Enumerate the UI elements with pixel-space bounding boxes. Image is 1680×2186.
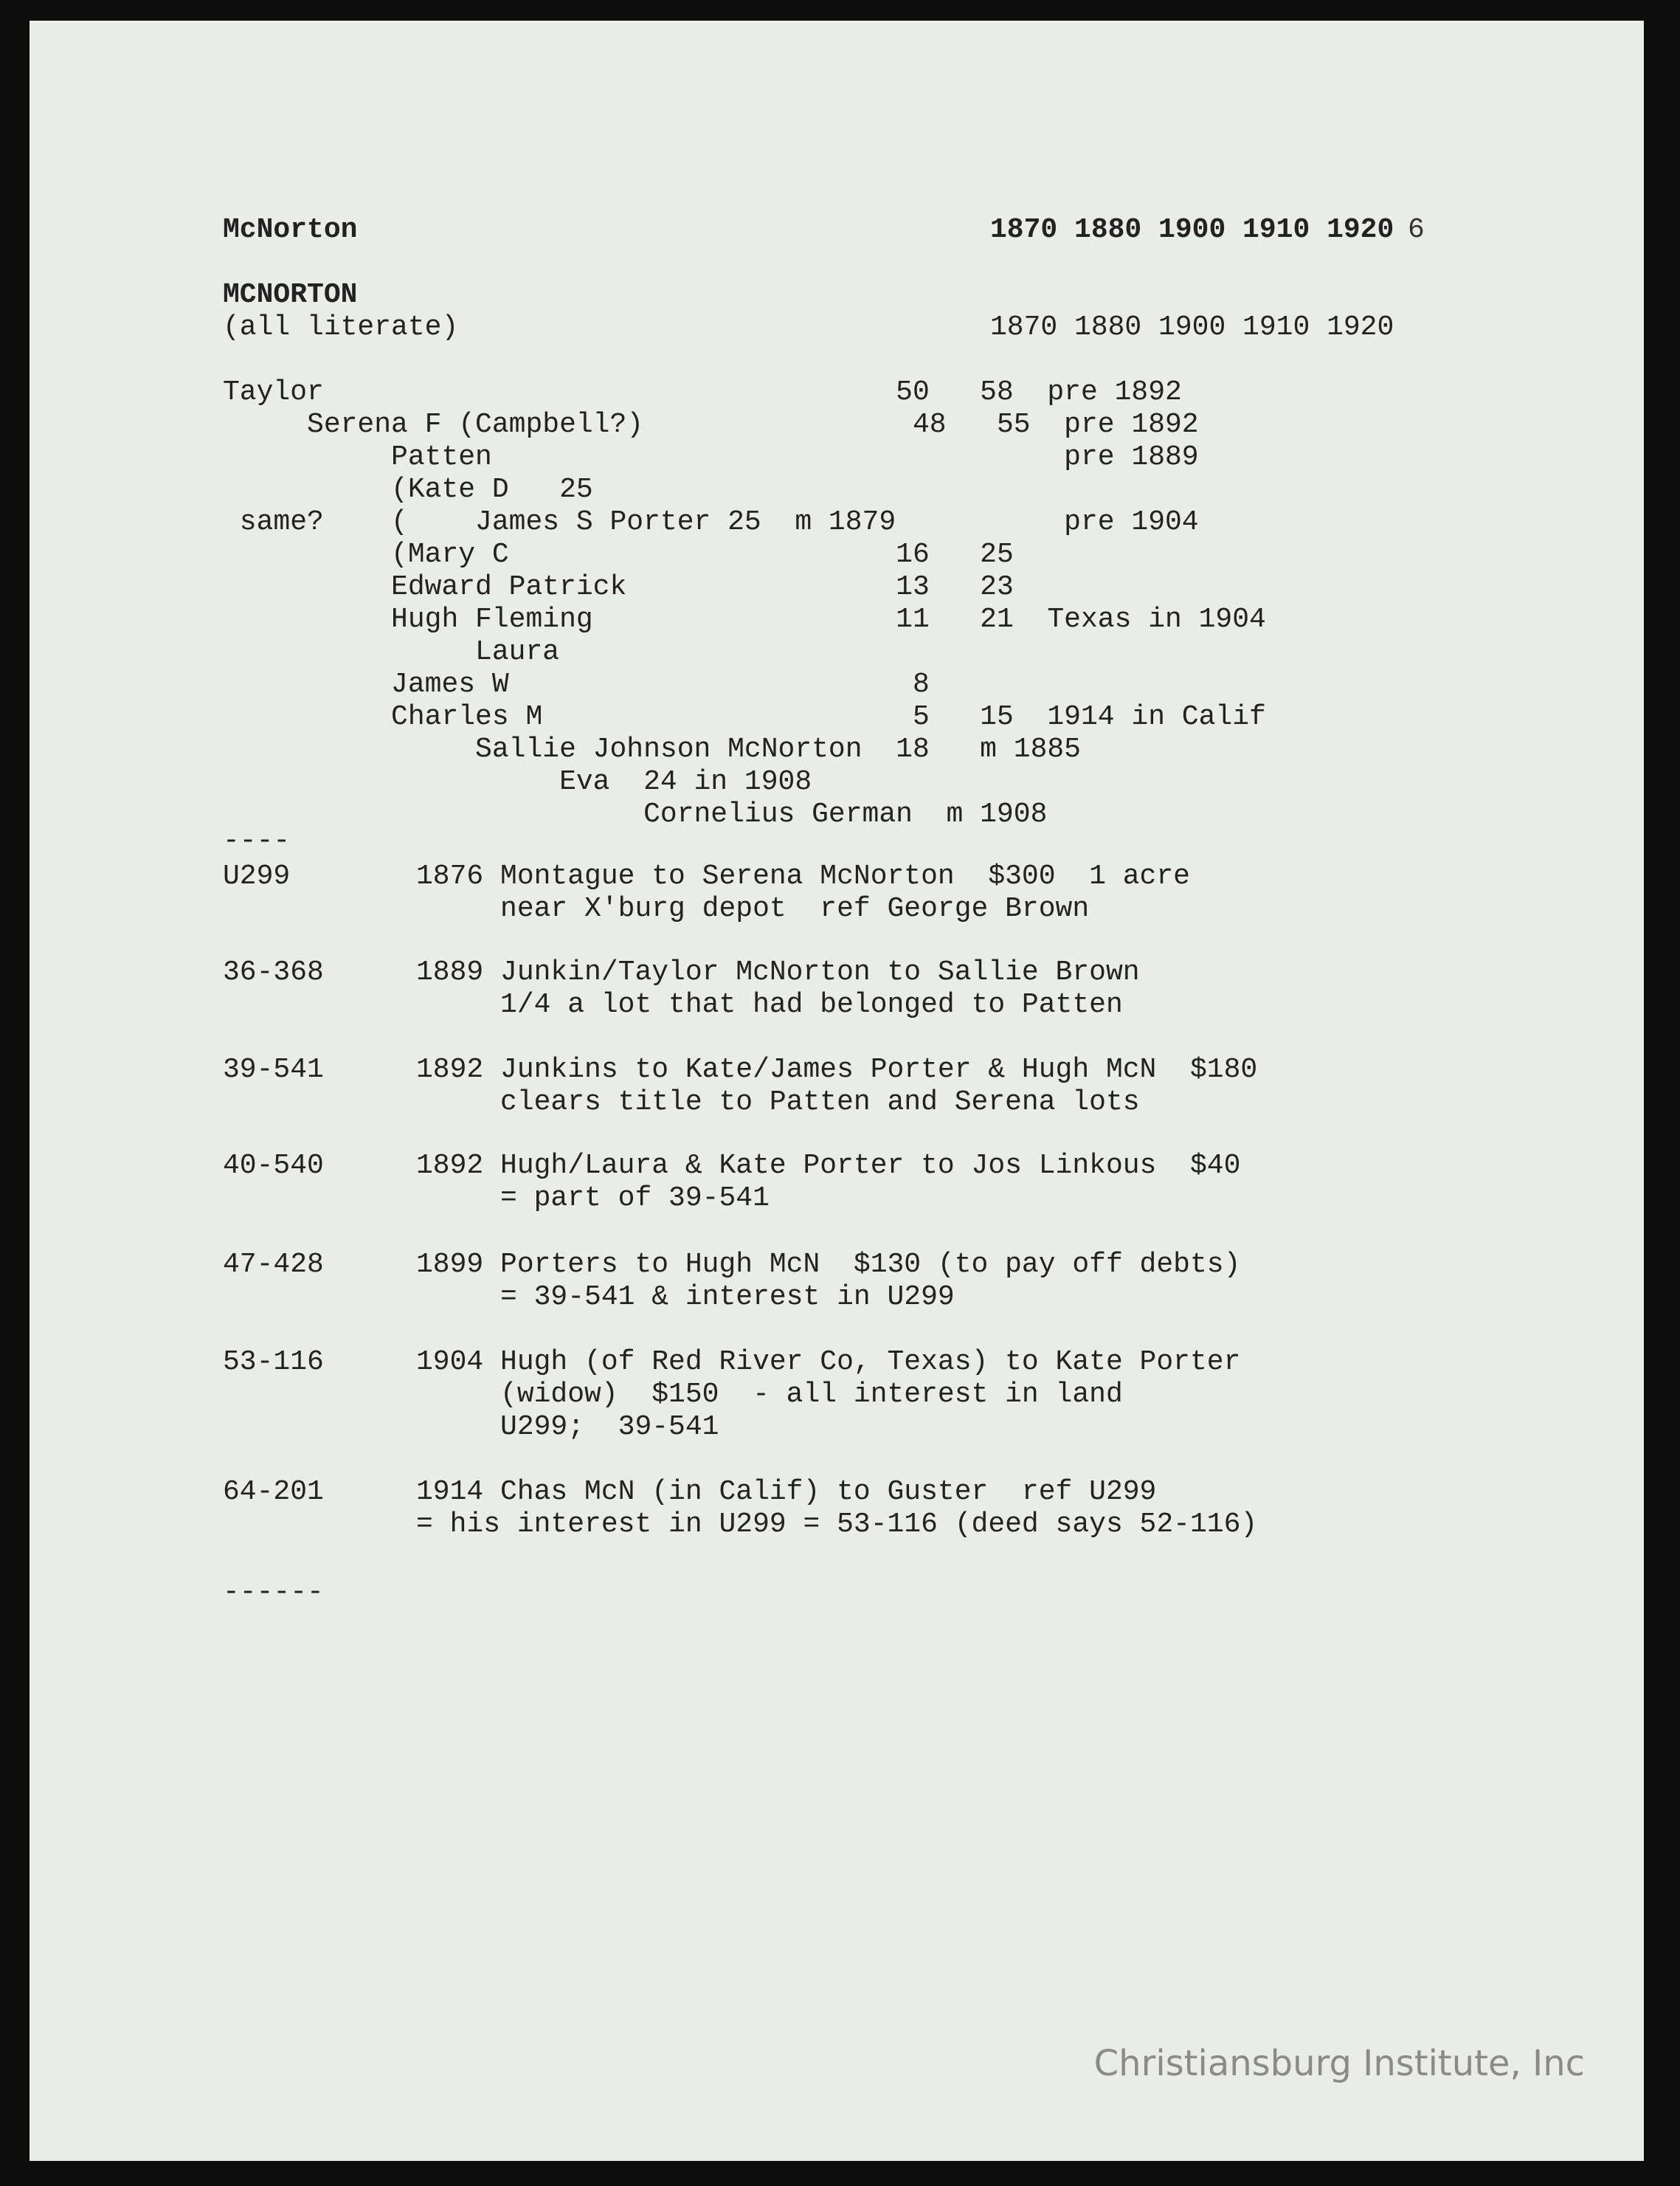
separator-short: ---- bbox=[223, 825, 291, 857]
deed-ref: 53-116 bbox=[223, 1346, 324, 1378]
deed-line: 1899 Porters to Hugh McN $130 (to pay off debts) bbox=[416, 1249, 1241, 1280]
family-line: Eva 24 in 1908 bbox=[223, 766, 812, 798]
family-line: Charles M 5 15 1914 in Calif bbox=[223, 701, 1266, 733]
separator-long: ------ bbox=[223, 1576, 324, 1608]
deed-ref: 47-428 bbox=[223, 1249, 324, 1280]
deed-line: 1892 Hugh/Laura & Kate Porter to Jos Linkous $40 bbox=[416, 1150, 1241, 1182]
family-line: James W 8 bbox=[223, 669, 930, 700]
family-line: (Kate D 25 bbox=[223, 474, 593, 506]
family-line: same? ( James S Porter 25 m 1879 pre 1904 bbox=[223, 506, 1199, 538]
family-line: Cornelius German m 1908 bbox=[223, 799, 1048, 830]
family-line: Sallie Johnson McNorton 18 m 1885 bbox=[223, 734, 1081, 765]
section-note: (all literate) bbox=[223, 311, 459, 343]
deed-ref: 39-541 bbox=[223, 1054, 324, 1086]
deed-line: 1889 Junkin/Taylor McNorton to Sallie Brown bbox=[416, 956, 1140, 988]
deed-ref: 64-201 bbox=[223, 1476, 324, 1508]
deed-ref: 40-540 bbox=[223, 1150, 324, 1182]
deed-line: clears title to Patten and Serena lots bbox=[416, 1086, 1140, 1118]
page-number: 6 bbox=[1408, 214, 1425, 246]
deed-line: U299; 39-541 bbox=[416, 1411, 719, 1443]
document-page bbox=[30, 21, 1644, 2161]
deed-line: = part of 39-541 bbox=[416, 1182, 770, 1214]
watermark: Christiansburg Institute, Inc bbox=[1093, 2043, 1585, 2084]
deed-ref: U299 bbox=[223, 861, 291, 892]
family-line: Edward Patrick 13 23 bbox=[223, 571, 1014, 603]
family-line: Serena F (Campbell?) 48 55 pre 1892 bbox=[223, 409, 1199, 441]
family-line: Laura bbox=[223, 636, 560, 668]
deed-line: = 39-541 & interest in U299 bbox=[416, 1281, 955, 1313]
header-years: 1870 1880 1900 1910 1920 bbox=[990, 214, 1394, 246]
family-line: (Mary C 16 25 bbox=[223, 539, 1014, 570]
deed-ref: 36-368 bbox=[223, 956, 324, 988]
family-line: Hugh Fleming 11 21 Texas in 1904 bbox=[223, 604, 1266, 635]
deed-line: 1/4 a lot that had belonged to Patten bbox=[416, 989, 1123, 1021]
section-years: 1870 1880 1900 1910 1920 bbox=[990, 311, 1394, 343]
deed-line: 1904 Hugh (of Red River Co, Texas) to Kate Porter bbox=[416, 1346, 1241, 1378]
deed-line: 1914 Chas McN (in Calif) to Guster ref U299 bbox=[416, 1476, 1157, 1508]
deed-line: near X'burg depot ref George Brown bbox=[416, 893, 1090, 925]
deed-line: = his interest in U299 = 53-116 (deed says 52-116) bbox=[416, 1509, 1258, 1540]
family-line: Taylor 50 58 pre 1892 bbox=[223, 376, 1182, 408]
deed-line: 1892 Junkins to Kate/James Porter & Hugh McN $180 bbox=[416, 1054, 1258, 1086]
deed-line: (widow) $150 - all interest in land bbox=[416, 1379, 1123, 1410]
section-title: MCNORTON bbox=[223, 279, 358, 311]
deed-line: 1876 Montague to Serena McNorton $300 1 acre bbox=[416, 861, 1190, 892]
header-name: McNorton bbox=[223, 214, 358, 246]
family-line: Patten pre 1889 bbox=[223, 441, 1199, 473]
